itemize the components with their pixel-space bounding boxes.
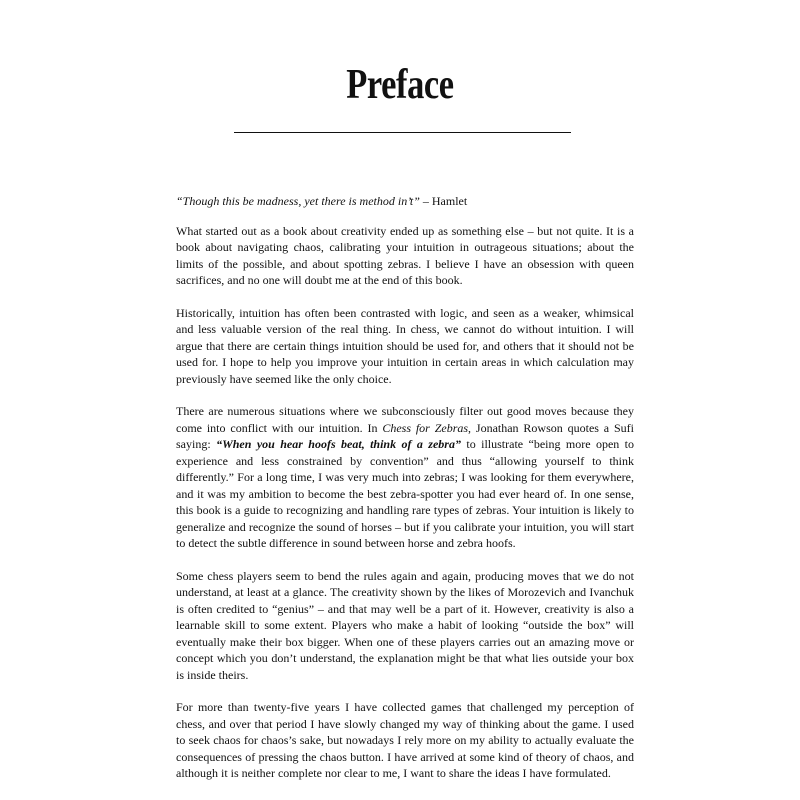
sufi-saying-quote: “When you hear hoofs beat, think of a zebra” bbox=[216, 437, 461, 451]
epigraph-attribution: – Hamlet bbox=[419, 194, 468, 208]
paragraph-3 bbox=[176, 403, 634, 552]
page-title: Preface bbox=[346, 62, 454, 108]
book-title-reference: Chess for Zebras bbox=[382, 420, 469, 435]
paragraph-1: What started out as a book about creativity ended up as something else – but not quite. It is a book about navigating chaos, calibrating your intuition in outrageous situations; about the limits of the possible, and about spotting zebras. I believe I have an obsession with queen sacrifices, and no one will doubt me at the end of this book. bbox=[176, 223, 634, 287]
paragraph-2: Historically, intuition has often been contrasted with logic, and seen as a weaker, whimsical and less valuable version of the real thing. In chess, we cannot do without intuition. I will argue that there are certain things intuition should be used for, and others that it should not be used for. I hope to help you improve your intuition in certain areas in which calculation may previously have seemed like the only choice. bbox=[176, 305, 634, 386]
paragraph-5: For more than twenty-five years I have collected games that challenged my perception of chess, and over that period I have slowly changed my way of thinking about the game. I used to seek chaos for chaos’s sake, but nowadays I rely more on my ability to actually evaluate the consequences of pressing the chaos button. I have arrived at some kind of theory of chaos, and although it is neither complete nor clear to me, I want to share the ideas I have formulated. bbox=[176, 700, 634, 780]
preface-body bbox=[176, 193, 634, 798]
paragraph-4: Some chess players seem to bend the rules again and again, producing moves that we do not understand, at least at a glance. The creativity shown by the likes of Morozevich and Ivanchuk is often credited to “genius” – and that may well be a part of it. However, creativity is also a learnable skill to some extent. Players who make a habit of looking “outside the box” will eventually make their box bigger. When one of these players carries out an amazing move or concept which you don’t understand, the explanation might be that what lies outside your box is inside theirs. bbox=[176, 568, 634, 682]
paragraph-3-text-a: There are numerous situations where we subconsciously filter out good moves because they come into conflict with our intuition. In bbox=[176, 404, 634, 435]
paragraph-3-text-c: to illustrate “being more open to experience and less constrained by convention” and thus “allowing yourself to think differently.” For a long time, I was very much into zebras; I was looking for them everywhere, and it was my ambition to become the best zebra-spotter you had ever heard of. In one sense, this book is a guide to recognizing and handling rare types of zebras. Your intuition is likely to generalize and recognize the sound of horses – but if you calibrate your intuition, you will start to detect the subtle difference in sound between horse and zebra hoofs. bbox=[176, 437, 635, 550]
title-divider bbox=[234, 132, 571, 133]
epigraph-quote: “Though this be madness, yet there is method in’t” bbox=[176, 194, 420, 208]
paragraph-3-text-b: , Jonathan Rowson quotes a Sufi saying: bbox=[176, 420, 634, 451]
epigraph bbox=[176, 193, 634, 210]
